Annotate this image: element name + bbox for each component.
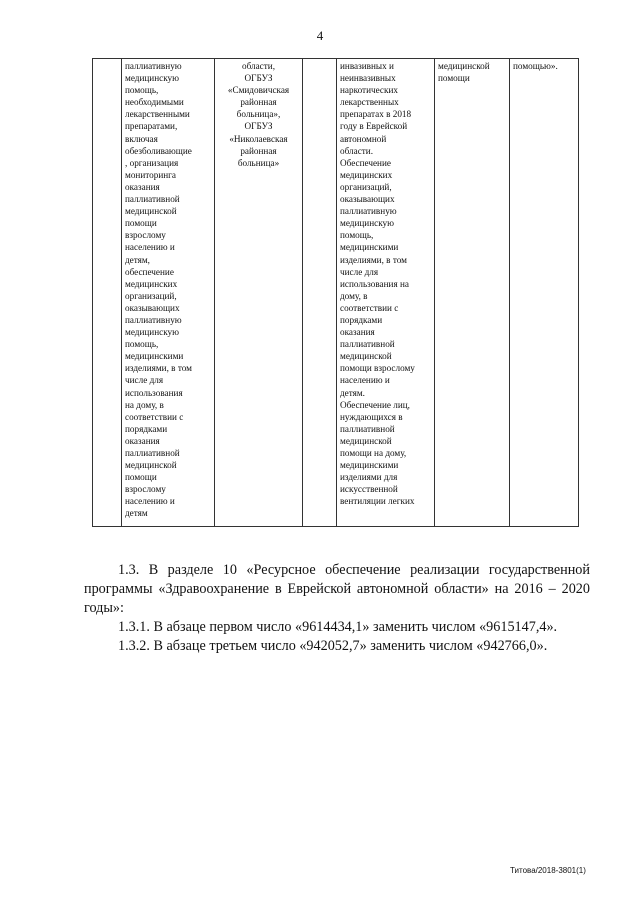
- cell-line: помощи на дому,: [340, 448, 407, 458]
- cell-line: использования: [125, 387, 183, 398]
- cell-line: включая: [125, 133, 158, 144]
- cell-line: оказания: [340, 327, 375, 338]
- cell-line: лекарственных: [340, 97, 399, 108]
- cell-line: изделиями, в том: [340, 254, 407, 265]
- cell-line: «Николаевская: [229, 133, 288, 144]
- cell-line: порядками: [125, 423, 168, 434]
- cell-line: изделиями, в том: [125, 363, 192, 374]
- paragraph-1-3: 1.3. В разделе 10 «Ресурсное обеспечение реализации государственной программы «Здравоохранение в Еврейской автономной области» на 2016 – 2020 годы»:: [84, 562, 590, 617]
- cell-line: , организация: [125, 157, 179, 168]
- cell-line: числе для: [125, 375, 164, 386]
- cell-line: помощью».: [513, 61, 558, 71]
- table-cell-indicator: [435, 59, 510, 527]
- cell-line: помощь,: [125, 339, 159, 350]
- cell-line: вентиляции легких: [340, 496, 415, 507]
- cell-line: населению и: [125, 496, 175, 507]
- cell-line: оказания: [125, 181, 160, 192]
- program-activities-table: [92, 58, 579, 527]
- cell-line: паллиативную: [125, 61, 182, 71]
- cell-line: медицинскую: [125, 327, 179, 338]
- cell-line: ОГБУЗ: [244, 73, 273, 84]
- cell-line: препаратами,: [125, 121, 178, 132]
- cell-line: детям,: [125, 254, 150, 265]
- cell-line: изделиями для: [340, 472, 398, 483]
- cell-line: инвазивных и: [340, 61, 394, 71]
- cell-line: обеспечение: [125, 266, 174, 277]
- cell-line: оказания: [125, 435, 160, 446]
- table-row: [93, 59, 579, 527]
- cell-line: медицинской: [125, 206, 177, 217]
- cell-line: «Смидовичская: [227, 85, 290, 96]
- cell-line: паллиативной: [340, 339, 395, 350]
- cell-line: ОГБУЗ: [244, 121, 273, 132]
- cell-line: оказывающих: [125, 302, 180, 313]
- cell-line: паллиативной: [125, 194, 180, 205]
- table-cell-period: [303, 59, 337, 527]
- cell-line: области,: [241, 61, 275, 71]
- cell-line: организаций,: [340, 181, 392, 192]
- cell-line: детям.: [340, 387, 365, 398]
- document-code: Титова/2018-3801(1): [510, 866, 586, 875]
- cell-line: помощь,: [125, 85, 159, 96]
- cell-line: взрослому: [125, 484, 166, 495]
- cell-line: помощи: [125, 218, 157, 229]
- cell-line: мониторинга: [125, 169, 177, 180]
- table-cell-last: [510, 59, 579, 527]
- table-cell-number: [93, 59, 122, 527]
- cell-line: больница»,: [236, 109, 281, 120]
- cell-line: больница»: [237, 157, 280, 168]
- cell-line: районная: [240, 145, 277, 156]
- cell-line: медицинскую: [125, 73, 179, 84]
- cell-line: искусственной: [340, 484, 398, 495]
- cell-line: детям: [125, 508, 148, 519]
- cell-line: числе для: [340, 266, 379, 277]
- cell-line: паллиативную: [125, 314, 182, 325]
- cell-line: неинвазивных: [340, 73, 396, 84]
- cell-line: медицинскими: [125, 351, 184, 362]
- cell-line: необходимыми: [125, 97, 184, 108]
- cell-line: области.: [340, 145, 374, 156]
- cell-line: медицинскими: [340, 242, 399, 253]
- cell-line: лекарственными: [125, 109, 190, 120]
- cell-line: помощи: [438, 73, 470, 84]
- cell-line: медицинских: [125, 278, 178, 289]
- cell-line: паллиативной: [340, 423, 395, 434]
- cell-line: организаций,: [125, 290, 177, 301]
- cell-line: году в Еврейской: [340, 121, 408, 132]
- paragraph-1-3-2: 1.3.2. В абзаце третьем число «942052,7» заменить числом «942766,0».: [118, 638, 548, 655]
- cell-line: автономной: [340, 133, 387, 144]
- cell-line: нуждающихся в: [340, 411, 403, 422]
- cell-line: соответствии с: [125, 411, 184, 422]
- cell-line: медицинской: [438, 61, 490, 71]
- cell-line: медицинской: [340, 351, 392, 362]
- table-cell-results: [337, 59, 435, 527]
- cell-line: дому, в: [340, 290, 368, 301]
- table-cell-purpose: [122, 59, 215, 527]
- cell-line: Обеспечение: [340, 157, 391, 168]
- cell-line: населению и: [125, 242, 175, 253]
- cell-line: на дому, в: [125, 399, 164, 410]
- cell-line: помощи взрослому: [340, 363, 415, 374]
- cell-line: паллиативной: [125, 448, 180, 458]
- page-number: 4: [316, 28, 324, 43]
- cell-line: помощи: [125, 472, 157, 483]
- cell-line: препаратах в 2018: [340, 109, 412, 120]
- cell-line: районная: [240, 97, 277, 108]
- cell-line: соответствии с: [340, 302, 399, 313]
- cell-line: обезболивающие: [125, 145, 192, 156]
- cell-line: наркотических: [340, 85, 398, 96]
- table-cell-executors: [215, 59, 303, 527]
- cell-line: медицинской: [125, 460, 177, 471]
- cell-line: использования на: [340, 278, 409, 289]
- paragraph-1-3-1: 1.3.1. В абзаце первом число «9614434,1» заменить числом «9615147,4».: [118, 619, 558, 636]
- cell-line: паллиативную: [340, 206, 397, 217]
- cell-line: населению и: [340, 375, 390, 386]
- cell-line: порядками: [340, 314, 383, 325]
- cell-line: взрослому: [125, 230, 166, 241]
- cell-line: медицинской: [340, 435, 392, 446]
- cell-line: медицинскими: [340, 460, 399, 471]
- cell-line: помощь,: [340, 230, 374, 241]
- cell-line: оказывающих: [340, 194, 395, 205]
- cell-line: медицинскую: [340, 218, 394, 229]
- cell-line: медицинских: [340, 169, 393, 180]
- cell-line: Обеспечение лиц,: [340, 399, 410, 410]
